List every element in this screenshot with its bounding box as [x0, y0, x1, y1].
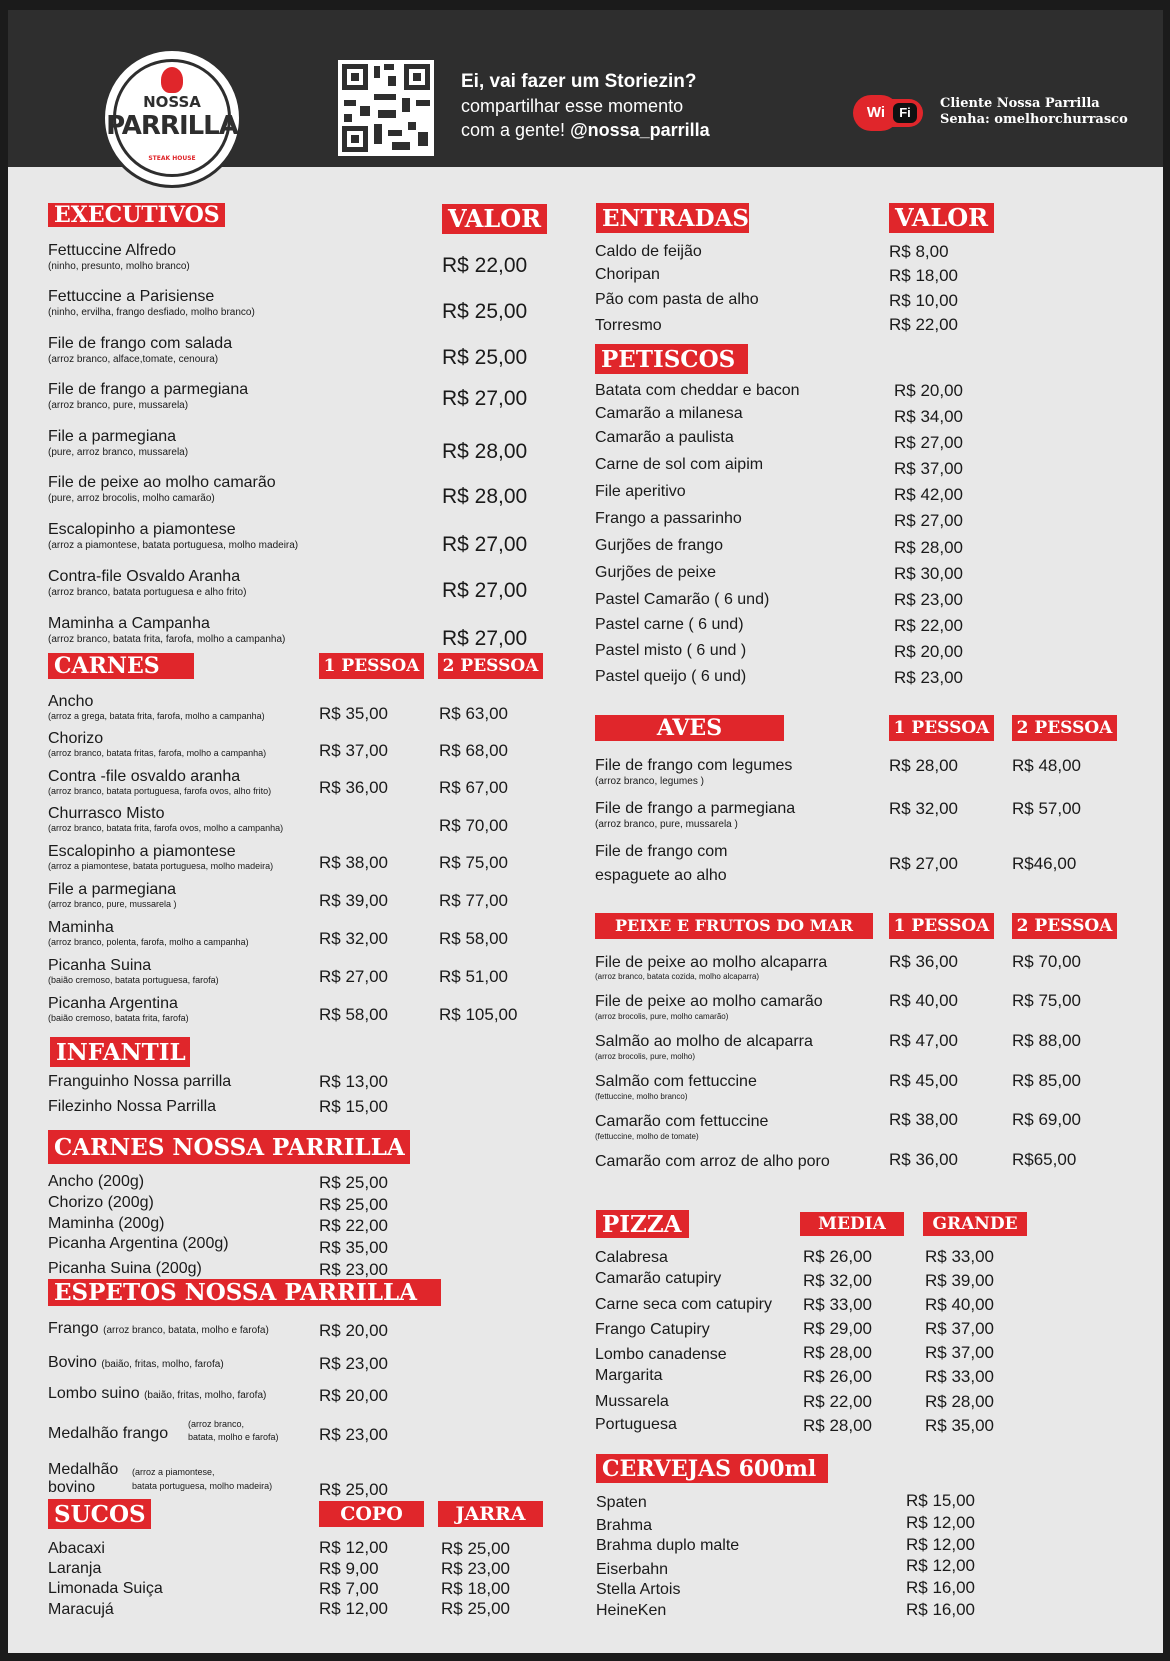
price-grande: R$ 33,00	[925, 1247, 994, 1266]
item-name: Maminha	[48, 919, 114, 936]
item-name: Batata com cheddar e bacon	[595, 382, 800, 399]
price-jarra: R$ 18,00	[441, 1579, 510, 1598]
item-name: Gurjões de peixe	[595, 564, 716, 581]
item-desc: batata portuguesa, molho madeira)	[132, 1481, 273, 1491]
item-name: Maracujá	[48, 1601, 114, 1618]
item-name: Limonada Suiça	[48, 1580, 163, 1597]
item-name: File de frango com	[595, 843, 728, 860]
item-desc: (fettuccine, molho branco)	[595, 1092, 688, 1101]
item-price: R$ 34,00	[894, 407, 963, 426]
item-price: R$ 27,00	[442, 533, 528, 556]
item-name: Pastel queijo ( 6 und)	[595, 668, 747, 685]
wifi-icon	[853, 93, 925, 133]
item-desc: (ninho, ervilha, frango desfiado, molho branco)	[48, 307, 255, 318]
price-jarra: R$ 23,00	[441, 1559, 510, 1578]
item-name: File de frango com legumes	[595, 757, 793, 774]
item-price: R$ 23,00	[319, 1425, 388, 1444]
section-executivos-title: EXECUTIVOS	[48, 203, 225, 227]
item-price: R$ 18,00	[889, 266, 958, 285]
section-espetos-title: ESPETOS NOSSA PARRILLA	[48, 1279, 441, 1306]
item-name: File de peixe ao molho alcaparra	[595, 954, 828, 971]
item-price: R$ 23,00	[319, 1260, 388, 1279]
item-desc: (arroz branco, batata, molho e farofa)	[103, 1325, 269, 1336]
price-1-pessoa: R$ 32,00	[889, 799, 958, 818]
restaurant-logo	[102, 48, 242, 188]
item-price: R$ 20,00	[894, 642, 963, 661]
item-name: espaguete ao alho	[595, 867, 727, 884]
item-price: R$ 12,00	[906, 1556, 975, 1575]
item-price: R$ 23,00	[319, 1354, 388, 1373]
item-name: File a parmegiana	[48, 428, 177, 445]
item-desc: (arroz a piamontese, batata portuguesa, molho madeira)	[48, 540, 299, 551]
item-name: File de peixe ao molho camarão	[595, 993, 823, 1010]
header-bar	[8, 10, 1163, 167]
aves-col1-header: 1 PESSOA	[889, 715, 994, 741]
item-name: Lombo canadense	[595, 1346, 727, 1363]
item-name: Margarita	[595, 1367, 663, 1384]
section-aves-title: AVES	[595, 715, 784, 741]
item-price: R$ 16,00	[906, 1578, 975, 1597]
price-1-pessoa: R$ 39,00	[319, 891, 388, 910]
item-desc: (baião cremoso, batata frita, farofa)	[48, 1013, 189, 1023]
item-desc: (arroz a piamontese, batata portuguesa, molho madeira)	[48, 861, 274, 871]
item-name: Picanha Argentina (200g)	[48, 1235, 229, 1252]
price-1-pessoa: R$ 47,00	[889, 1031, 958, 1050]
item-desc: (baião cremoso, batata portuguesa, farofa)	[48, 975, 219, 985]
item-price: R$ 8,00	[889, 242, 949, 261]
price-2-pessoa: R$ 68,00	[439, 741, 508, 760]
item-name: Camarão com fettuccine	[595, 1113, 769, 1130]
item-name: Frango a passarinho	[595, 510, 742, 527]
price-2-pessoa: R$ 67,00	[439, 778, 508, 797]
peixe-col2-header: 2 PESSOA	[1012, 913, 1117, 939]
item-name: Torresmo	[595, 317, 662, 334]
price-copo: R$ 12,00	[319, 1538, 388, 1557]
price-2-pessoa: R$ 88,00	[1012, 1031, 1081, 1050]
item-price: R$ 12,00	[906, 1513, 975, 1532]
item-name: File de peixe ao molho camarão	[48, 474, 276, 491]
logo-line2: PARRILLA	[106, 111, 238, 141]
item-desc: (arroz branco,	[188, 1419, 245, 1429]
item-name: Stella Artois	[596, 1581, 681, 1598]
price-2-pessoa: R$65,00	[1012, 1150, 1077, 1169]
item-name: Brahma duplo malte	[596, 1537, 740, 1554]
logo-line3: STEAK HOUSE	[148, 155, 196, 162]
item-name: Portuguesa	[595, 1416, 677, 1433]
wifi-password: Senha: omelhorchurrasco	[940, 112, 1128, 127]
item-name: Pão com pasta de alho	[595, 291, 759, 308]
item-desc: (arroz branco, batata cozida, molho alcaparra)	[595, 972, 760, 981]
item-name: Fettuccine Alfredo	[48, 242, 177, 259]
sucos-copo-header: COPO	[319, 1501, 424, 1527]
item-desc: (pure, arroz brocolis, molho camarão)	[48, 493, 215, 504]
item-price: R$ 25,00	[442, 300, 528, 323]
item-price: R$ 25,00	[319, 1195, 388, 1214]
item-desc: (arroz branco, batata frita, farofa ovos, molho a campanha)	[48, 823, 284, 833]
item-price: R$ 20,00	[894, 381, 963, 400]
price-2-pessoa: R$ 57,00	[1012, 799, 1081, 818]
aves-col2-header: 2 PESSOA	[1012, 715, 1117, 741]
price-1-pessoa: R$ 36,00	[889, 1150, 958, 1169]
price-media: R$ 28,00	[803, 1343, 872, 1362]
item-price: R$ 27,00	[442, 579, 528, 602]
item-name: Ancho	[48, 693, 94, 710]
price-1-pessoa: R$ 27,00	[889, 854, 958, 873]
item-price: R$ 15,00	[319, 1097, 388, 1116]
item-name: Laranja	[48, 1560, 102, 1577]
section-cervejas-title: CERVEJAS 600ml	[596, 1454, 828, 1483]
logo-line1: NOSSA	[143, 93, 201, 111]
item-name: Carne seca com catupiry	[595, 1296, 772, 1313]
wifi-network: Cliente Nossa Parrilla	[940, 96, 1100, 111]
item-desc: (arroz branco, pure, mussarela)	[48, 400, 189, 411]
item-name: File aperitivo	[595, 483, 686, 500]
promo-line3: com a gente!	[461, 120, 571, 140]
item-desc: (arroz a grega, batata frita, farofa, molho a campanha)	[48, 711, 265, 721]
price-2-pessoa: R$ 70,00	[439, 816, 508, 835]
item-name: Contra -file osvaldo aranha	[48, 768, 241, 785]
item-name: Pastel misto ( 6 und )	[595, 642, 747, 659]
price-1-pessoa: R$ 37,00	[319, 741, 388, 760]
executivos-price-header: VALOR	[442, 204, 547, 234]
item-name: Mussarela	[595, 1393, 669, 1410]
price-2-pessoa: R$ 77,00	[439, 891, 508, 910]
wifi-label-left: Wi	[853, 95, 899, 131]
item-name: Gurjões de frango	[595, 537, 724, 554]
price-copo: R$ 7,00	[319, 1579, 379, 1598]
item-name: Calabresa	[595, 1249, 668, 1266]
item-price: R$ 12,00	[906, 1535, 975, 1554]
item-desc: (ninho, presunto, molho branco)	[48, 261, 190, 272]
entradas-price-header: VALOR	[889, 203, 994, 233]
item-desc: (arroz branco, pure, mussarela )	[595, 819, 738, 830]
price-1-pessoa: R$ 40,00	[889, 991, 958, 1010]
item-price: R$ 28,00	[442, 485, 528, 508]
price-1-pessoa: R$ 45,00	[889, 1071, 958, 1090]
price-media: R$ 29,00	[803, 1319, 872, 1338]
price-media: R$ 22,00	[803, 1392, 872, 1411]
item-name: Eiserbahn	[596, 1561, 669, 1578]
item-name: HeineKen	[596, 1602, 667, 1619]
item-name: Carne de sol com aipim	[595, 456, 764, 473]
item-price: R$ 22,00	[894, 616, 963, 635]
section-entradas-title: ENTRADAS	[596, 203, 749, 233]
price-copo: R$ 12,00	[319, 1599, 388, 1618]
item-name: Spaten	[596, 1494, 647, 1511]
item-name: Contra-file Osvaldo Aranha	[48, 568, 241, 585]
item-desc: (arroz branco, batata portuguesa, farofa ovos, alho frito)	[48, 786, 272, 796]
item-desc: (pure, arroz branco, mussarela)	[48, 447, 189, 458]
price-2-pessoa: R$ 51,00	[439, 967, 508, 986]
item-desc: (arroz branco, legumes )	[595, 776, 704, 787]
item-price: R$ 37,00	[894, 459, 963, 478]
item-price: R$ 22,00	[442, 254, 528, 277]
item-name: Picanha Argentina	[48, 995, 178, 1012]
price-1-pessoa: R$ 36,00	[319, 778, 388, 797]
price-1-pessoa: R$ 58,00	[319, 1005, 388, 1024]
price-copo: R$ 9,00	[319, 1559, 379, 1578]
price-2-pessoa: R$ 69,00	[1012, 1110, 1081, 1129]
item-price: R$ 22,00	[889, 315, 958, 334]
item-name: File de frango a parmegiana	[595, 800, 796, 817]
menu-board	[8, 10, 1163, 1653]
price-media: R$ 26,00	[803, 1367, 872, 1386]
item-price: R$ 20,00	[319, 1321, 388, 1340]
price-1-pessoa: R$ 32,00	[319, 929, 388, 948]
item-name: Camarão com arroz de alho poro	[595, 1153, 830, 1170]
item-name: Fettuccine a Parisiense	[48, 288, 215, 305]
item-name: Frango Catupiry	[595, 1321, 710, 1338]
item-price: R$ 13,00	[319, 1072, 388, 1091]
item-price: R$ 42,00	[894, 485, 963, 504]
item-price: R$ 30,00	[894, 564, 963, 583]
promo-title: Ei, vai fazer um Storiezin?	[461, 71, 697, 92]
price-1-pessoa: R$ 35,00	[319, 704, 388, 723]
item-desc: (arroz a piamontese,	[132, 1467, 215, 1477]
item-desc: (baião, fritas, molho, farofa)	[101, 1359, 224, 1370]
qr-code-icon	[338, 60, 434, 156]
price-grande: R$ 40,00	[925, 1295, 994, 1314]
item-name: File de frango a parmegiana	[48, 381, 249, 398]
pizza-grande-header: GRANDE	[923, 1212, 1027, 1236]
section-infantil-title: INFANTIL	[50, 1037, 190, 1067]
item-desc: (arroz branco, batata frita, farofa, molho a campanha)	[48, 634, 286, 645]
item-name: Picanha Suina	[48, 957, 152, 974]
item-name: Pastel carne ( 6 und)	[595, 616, 744, 633]
item-name: File de frango com salada	[48, 335, 233, 352]
price-2-pessoa: R$ 48,00	[1012, 756, 1081, 775]
section-sucos-title: SUCOS	[48, 1499, 151, 1529]
price-jarra: R$ 25,00	[441, 1599, 510, 1618]
item-price: R$ 35,00	[319, 1238, 388, 1257]
item-name: Frango	[48, 1320, 99, 1337]
pizza-media-header: MEDIA	[800, 1212, 904, 1236]
wifi-label-right: Fi	[893, 103, 917, 123]
item-name: Ancho (200g)	[48, 1173, 145, 1190]
price-2-pessoa: R$46,00	[1012, 854, 1077, 873]
price-grande: R$ 35,00	[925, 1416, 994, 1435]
price-1-pessoa: R$ 38,00	[889, 1110, 958, 1129]
item-name: Maminha a Campanha	[48, 615, 210, 632]
item-desc: batata, molho e farofa)	[188, 1432, 279, 1442]
item-name: Chorizo	[48, 730, 104, 747]
flame-icon	[161, 67, 183, 93]
item-name: Lombo suino	[48, 1385, 140, 1402]
item-price: R$ 25,00	[442, 346, 528, 369]
item-name: Maminha (200g)	[48, 1215, 165, 1232]
sucos-jarra-header: JARRA	[438, 1501, 543, 1527]
price-2-pessoa: R$ 58,00	[439, 929, 508, 948]
item-price: R$ 16,00	[906, 1600, 975, 1619]
item-name: Medalhão	[48, 1461, 119, 1478]
item-name: Camarão a paulista	[595, 429, 734, 446]
price-1-pessoa: R$ 36,00	[889, 952, 958, 971]
item-price: R$ 27,00	[894, 511, 963, 530]
price-grande: R$ 28,00	[925, 1392, 994, 1411]
item-desc: (arroz branco, pure, mussarela )	[48, 899, 177, 909]
item-desc: (arroz branco, polenta, farofa, molho a campanha)	[48, 937, 249, 947]
item-name: Salmão ao molho de alcaparra	[595, 1033, 813, 1050]
instagram-handle: @nossa_parrilla	[570, 120, 710, 140]
item-name: Franguinho Nossa parrilla	[48, 1073, 232, 1090]
price-2-pessoa: R$ 75,00	[1012, 991, 1081, 1010]
item-desc: (arroz branco, alface,tomate, cenoura)	[48, 354, 219, 365]
item-desc: (baião, fritas, molho, farofa)	[144, 1390, 267, 1401]
item-desc: (arroz branco, batata fritas, farofa, molho a campanha)	[48, 748, 267, 758]
carnes-col2-header: 2 PESSOA	[438, 653, 543, 679]
price-media: R$ 32,00	[803, 1271, 872, 1290]
item-price: R$ 27,00	[894, 433, 963, 452]
item-desc: (arroz branco, batata portuguesa e alho frito)	[48, 587, 247, 598]
section-petiscos-title: PETISCOS	[595, 344, 748, 374]
price-media: R$ 33,00	[803, 1295, 872, 1314]
item-name: Chorizo (200g)	[48, 1194, 154, 1211]
item-price: R$ 27,00	[442, 387, 528, 410]
price-2-pessoa: R$ 75,00	[439, 853, 508, 872]
item-name: bovino	[48, 1479, 96, 1496]
section-pizza-title: PIZZA	[596, 1210, 689, 1238]
section-peixe-title: PEIXE E FRUTOS DO MAR	[595, 913, 873, 939]
item-desc: (fettuccine, molho de tomate)	[595, 1132, 699, 1141]
item-name: Escalopinho a piamontese	[48, 843, 236, 860]
item-price: R$ 25,00	[319, 1480, 388, 1499]
item-price: R$ 23,00	[894, 668, 963, 687]
price-grande: R$ 37,00	[925, 1319, 994, 1338]
item-name: Camarão a milanesa	[595, 405, 743, 422]
price-2-pessoa: R$ 63,00	[439, 704, 508, 723]
item-desc: (arroz brocolis, pure, molho camarão)	[595, 1012, 729, 1021]
price-grande: R$ 33,00	[925, 1367, 994, 1386]
item-name: Pastel Camarão ( 6 und)	[595, 591, 770, 608]
item-price: R$ 20,00	[319, 1386, 388, 1405]
price-1-pessoa: R$ 38,00	[319, 853, 388, 872]
item-name: Salmão com fettuccine	[595, 1073, 757, 1090]
item-name: File a parmegiana	[48, 881, 177, 898]
item-price: R$ 25,00	[319, 1173, 388, 1192]
item-name: Filezinho Nossa Parrilla	[48, 1098, 217, 1115]
item-name: Choripan	[595, 266, 660, 283]
item-name: Medalhão frango	[48, 1425, 169, 1442]
peixe-col1-header: 1 PESSOA	[889, 913, 994, 939]
item-name: Churrasco Misto	[48, 805, 165, 822]
item-name: Picanha Suina (200g)	[48, 1260, 202, 1277]
instagram-promo	[461, 70, 710, 142]
price-grande: R$ 37,00	[925, 1343, 994, 1362]
carnes-col1-header: 1 PESSOA	[319, 653, 424, 679]
item-name: Camarão catupiry	[595, 1270, 722, 1287]
item-name: Bovino	[48, 1354, 97, 1371]
price-2-pessoa: R$ 85,00	[1012, 1071, 1081, 1090]
wifi-credentials	[940, 96, 1128, 128]
item-price: R$ 28,00	[894, 538, 963, 557]
promo-line2: compartilhar esse momento	[461, 96, 684, 116]
item-price: R$ 28,00	[442, 440, 528, 463]
item-price: R$ 15,00	[906, 1491, 975, 1510]
section-carnes-nossa-parrilla-title: CARNES NOSSA PARRILLA	[48, 1130, 410, 1164]
price-media: R$ 26,00	[803, 1247, 872, 1266]
price-jarra: R$ 25,00	[441, 1539, 510, 1558]
price-2-pessoa: R$ 70,00	[1012, 952, 1081, 971]
item-price: R$ 27,00	[442, 627, 528, 650]
item-desc: (arroz brocolis, pure, molho)	[595, 1052, 696, 1061]
price-grande: R$ 39,00	[925, 1271, 994, 1290]
section-carnes-title: CARNES	[48, 653, 194, 679]
item-name: Abacaxi	[48, 1540, 105, 1557]
item-name: Escalopinho a piamontese	[48, 521, 236, 538]
price-1-pessoa: R$ 27,00	[319, 967, 388, 986]
price-2-pessoa: R$ 105,00	[439, 1005, 518, 1024]
item-price: R$ 10,00	[889, 291, 958, 310]
price-1-pessoa: R$ 28,00	[889, 756, 958, 775]
item-price: R$ 22,00	[319, 1216, 388, 1235]
item-price: R$ 23,00	[894, 590, 963, 609]
item-name: Brahma	[596, 1517, 653, 1534]
item-name: Caldo de feijão	[595, 243, 702, 260]
price-media: R$ 28,00	[803, 1416, 872, 1435]
